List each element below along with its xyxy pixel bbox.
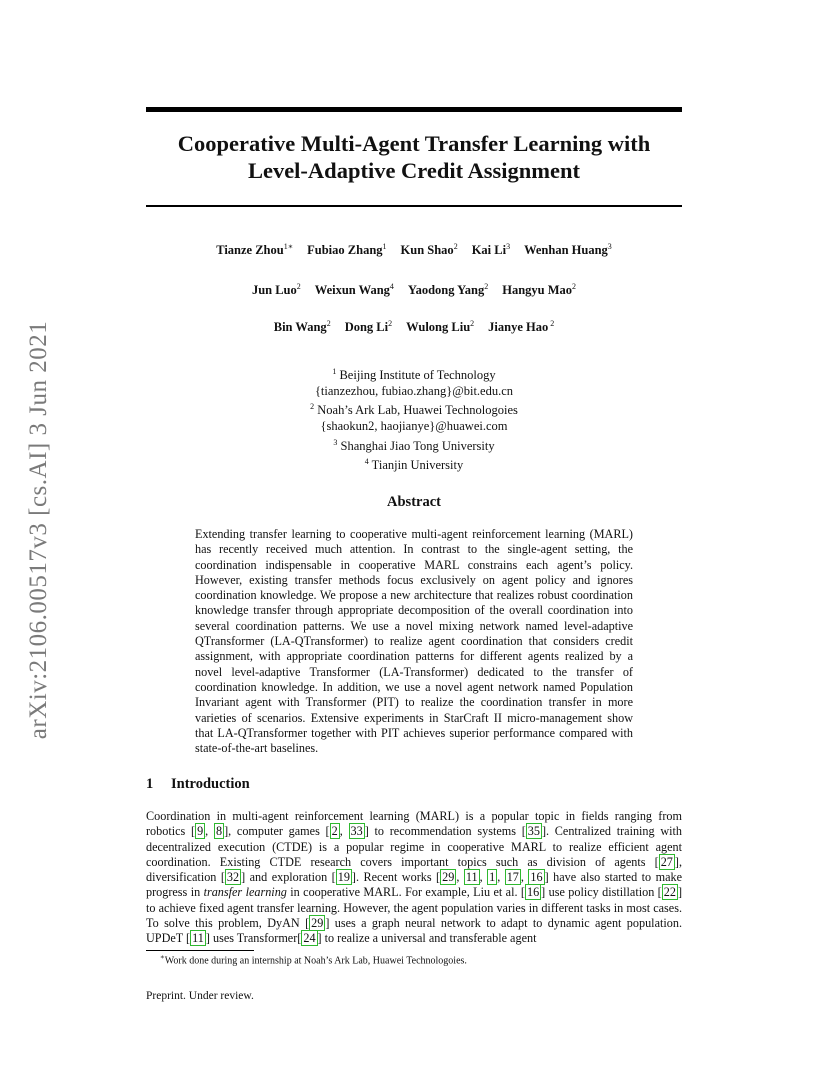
intro-text-segment: , <box>497 870 505 885</box>
author-affiliation-mark: 1 <box>382 242 387 251</box>
author-name: Kai Li$^3$ <box>471 242 511 258</box>
author-name: Fubiao Zhang$^1$ <box>307 242 387 258</box>
author-name: Tianze Zhou$^{1∗}$ <box>216 242 294 258</box>
author-name: Yaodong Yang$^2$ <box>407 282 489 298</box>
author-name: Hangyu Mao$^2$ <box>502 282 577 298</box>
affiliation-line <box>146 454 682 474</box>
intro-text-segment: ] uses Transformer[ <box>205 931 302 946</box>
affiliation-line <box>146 384 682 400</box>
intro-text-segment: ] have also started to make progress in <box>146 870 682 900</box>
citation-link[interactable]: 16 <box>526 885 540 900</box>
intro-text-segment: , <box>205 824 214 839</box>
paper-title <box>146 130 682 184</box>
title-line-1: Cooperative Multi-Agent Transfer Learning with <box>177 131 651 156</box>
author-affiliation-mark: 2 <box>572 282 577 291</box>
affiliation-line <box>146 419 682 435</box>
citation-link[interactable]: 29 <box>442 870 455 885</box>
author-affiliation-mark: 3 <box>607 242 612 251</box>
author-name: Weixun Wang$^4$ <box>314 282 394 298</box>
affiliation-mark: 1 <box>332 367 337 376</box>
affiliation-mark: 2 <box>310 402 315 412</box>
title-line-2: Level-Adaptive Credit Assignment <box>247 158 581 183</box>
author-affiliation-mark: 2 <box>470 319 475 328</box>
intro-text-segment: , <box>520 870 529 885</box>
section-title: Introduction <box>171 776 250 792</box>
title-bottom-rule <box>146 205 682 207</box>
footnote-mark: ∗ <box>160 953 165 961</box>
author-affiliation-mark: 2 <box>296 282 301 291</box>
affiliation-text: Noah’s Ark Lab, Huawei Technologoies <box>314 403 518 418</box>
author-name: Dong Li$^2$ <box>344 319 393 335</box>
introduction-paragraph: Coordination in multi-agent reinforcement learning (MARL) is a popular topic in fields ranging from robotics [ 9 , 8 ], computer games [ 2 , 33 ] to recommendation systems [ 35 ]. Centralized training with decentralized execution (CTDE) is a popular regime in cooperative MARL to realize efficient agent coordination. Existing CTDE research covers important topics such as division of agents [ 27 ], diversification [ 32 ] and exploration [ 19 ]. Recent works [ 29 , 11 , 1 , 17 , 16 ] have also started to make progress in transfer learning in cooperative MARL. For example, Liu et al. [ 16 ] use policy distillation [ 22 ] to achieve fixed agent transfer learning. However, the agent population varies in different tasks in most cases. To solve this problem, DyAN [ 29 ] uses a graph neural network to adapt to dynamic agent population. UPDeT [ 11 ] uses Transformer[ 24 ] to realize a universal and transferable agent <box>146 809 683 946</box>
citation-link[interactable]: 35 <box>527 824 540 839</box>
intro-text-segment: ] to realize a universal and transferable agent <box>317 931 537 946</box>
intro-text-segment: ] and exploration [ <box>241 870 336 885</box>
footnote-text: Work done during an internship at Noah’s Ark Lab, Huawei Technologoies. <box>164 955 467 967</box>
author-name: Jianye Hao $^2$ <box>488 319 555 335</box>
affiliation-text: {shaokun2, haojianye}@huawei.com <box>320 419 508 434</box>
abstract-text: Extending transfer learning to cooperative multi-agent reinforcement learning (MARL) has recently received much attention. In contrast to the single-agent setting, the coordination indispensable in cooperative MARL constrains each agent’s policy. However, existing transfer methods focus exclusively on agent policy and ignores coordination knowledge. We propose a new architecture that realizes robust coordination knowledge transfer through appropriate decomposition of the overall coordination into several coordination patterns. We use a novel mixing network named level-adaptive QTransformer (LA-QTransformer) to realize agent coordination that considers credit assignment, with appropriate coordination patterns for different agents realized by a novel level-adaptive Transformer (LA-Transformer) dedicated to the transfer of coordination knowledge. In addition, we use a novel agent network named Population Invariant agent with Transformer (PIT) to realize the coordination transfer in more varieties of scenarios. Extensive experiments in StarCraft II micro-management show that LA-QTransformer together with PIT achieves superior performance compared with state-of-the-art baselines. <box>195 527 633 756</box>
arxiv-identifier: arXiv:2106.00517v3 [cs.AI] 3 Jun 2021 <box>25 320 52 740</box>
citation-link[interactable]: 9 <box>197 824 204 839</box>
affiliation-line <box>146 399 682 419</box>
citation-link[interactable]: 24 <box>303 931 316 946</box>
affiliation-mark: 3 <box>333 437 338 447</box>
affiliation-text: Beijing Institute of Technology <box>336 368 496 383</box>
footnote-rule <box>146 950 254 951</box>
emphasized-term: transfer learning <box>203 885 287 900</box>
intro-text-segment: Coordination in multi-agent reinforcement learning (MARL) is a popular topic in fields ranging from robotics <box>146 809 682 839</box>
author-name: Kun Shao$^2$ <box>400 242 458 258</box>
intro-text-segment: ]. Recent works [ <box>351 870 441 885</box>
citation-link[interactable]: 27 <box>660 854 673 869</box>
author-affiliation-mark: 1∗ <box>283 242 294 251</box>
author-name: Wenhan Huang$^3$ <box>524 242 612 258</box>
citation-link[interactable]: 17 <box>506 870 519 885</box>
intro-text-segment: ] to achieve fixed agent transfer learning. However, the agent population varies in different tasks in most cases. To solve this problem, DyAN [ <box>146 885 682 931</box>
citation-link[interactable]: 33 <box>350 824 363 839</box>
citation-link[interactable]: 8 <box>215 824 223 839</box>
affiliation-text: Shanghai Jiao Tong University <box>337 438 495 453</box>
author-name: Jun Luo$^2$ <box>251 282 301 298</box>
abstract-heading: Abstract <box>387 494 441 510</box>
author-affiliation-mark: 3 <box>506 242 511 251</box>
author-affiliation-mark: 2 <box>326 319 331 328</box>
author-row-1 <box>146 242 682 258</box>
intro-text-segment: in cooperative MARL. For example, Liu et al. [ <box>286 885 525 900</box>
author-name: Bin Wang$^2$ <box>273 319 331 335</box>
intro-text-segment: ], computer games [ <box>224 824 330 839</box>
affiliation-line <box>146 435 682 455</box>
author-affiliation-mark: 2 <box>388 319 393 328</box>
intro-text-segment: , <box>479 870 488 885</box>
citation-link[interactable]: 32 <box>226 870 240 885</box>
citation-link[interactable]: 11 <box>465 870 478 885</box>
intro-text-segment: ] to recommendation systems [ <box>364 824 526 839</box>
intro-text-segment: ] uses a graph neural network to adapt to dynamic agent population. UPDeT [ <box>146 916 682 946</box>
section-heading <box>146 776 250 793</box>
author-row-3 <box>146 319 682 335</box>
author-affiliation-mark: 2 <box>453 242 458 251</box>
title-top-rule <box>146 107 682 112</box>
citation-link[interactable]: 22 <box>663 885 676 900</box>
intro-text-segment: ] use policy distillation [ <box>541 885 662 900</box>
citation-link[interactable]: 11 <box>192 931 204 946</box>
citation-link[interactable]: 2 <box>331 824 338 839</box>
citation-link[interactable]: 16 <box>530 870 543 885</box>
intro-text-segment: ]. Centralized training with decentralized execution (CTDE) is a popular regime in cooperative MARL to realize efficient agent coordination. Existing CTDE research covers important topics such as division of agents [ <box>146 824 683 869</box>
section-number: 1 <box>146 776 154 792</box>
affiliation-text: {tianzezhou, fubiao.zhang}@bit.edu.cn <box>314 383 514 398</box>
intro-text-segment: , <box>339 824 349 839</box>
author-affiliation-mark: 2 <box>484 282 489 291</box>
author-affiliation-mark: 4 <box>389 282 394 291</box>
intro-text-segment: ], diversification [ <box>146 854 682 885</box>
footnote <box>160 953 467 966</box>
affiliation-text: Tianjin University <box>368 458 464 473</box>
intro-text-segment: , <box>456 870 464 885</box>
affiliations <box>146 364 682 474</box>
affiliation-line <box>146 364 682 384</box>
author-row-2 <box>146 282 682 298</box>
preprint-note: Preprint. Under review. <box>146 990 254 1002</box>
affiliation-mark: 4 <box>364 457 369 467</box>
citation-link[interactable]: 1 <box>489 870 496 885</box>
author-affiliation-mark: 2 <box>548 319 555 328</box>
author-name: Wulong Liu$^2$ <box>406 319 475 335</box>
citation-link[interactable]: 29 <box>311 916 324 931</box>
citation-link[interactable]: 19 <box>337 870 350 885</box>
